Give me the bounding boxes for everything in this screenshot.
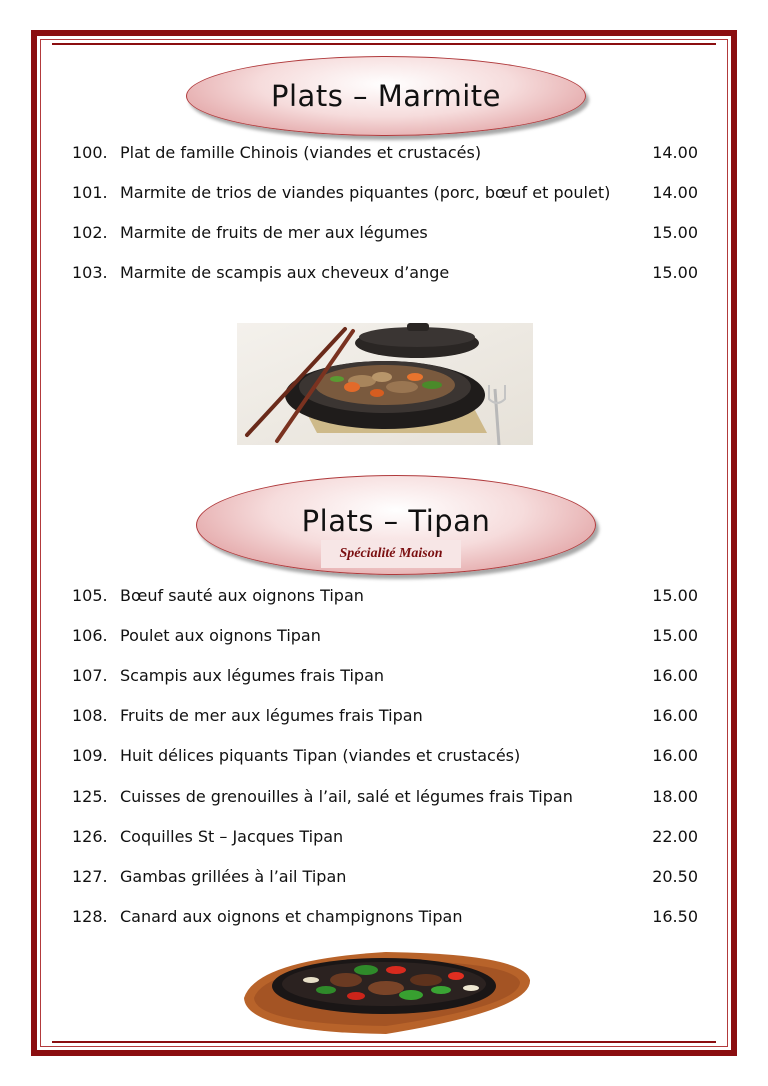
- section-title-marmite: Plats – Marmite: [271, 79, 501, 113]
- menu-item: [72, 586, 698, 610]
- border-line-top: [52, 43, 716, 45]
- menu-item: [72, 867, 698, 891]
- item-name: Marmite de fruits de mer aux légumes: [120, 223, 428, 242]
- menu-item: [72, 666, 698, 690]
- item-name: Scampis aux légumes frais Tipan: [120, 666, 385, 685]
- item-price: 22.00: [652, 827, 698, 846]
- item-name: Cuisses de grenouilles à l’ail, salé et légumes frais Tipan: [120, 787, 573, 806]
- border-line-bottom: [52, 1041, 716, 1043]
- menu-item: [72, 787, 698, 811]
- item-price: 16.50: [652, 907, 698, 926]
- menu-item: [72, 907, 698, 931]
- menu-item: [72, 183, 698, 207]
- clay-pot-dish-image: [237, 323, 533, 445]
- item-price: 14.00: [652, 183, 698, 202]
- item-number: 100.: [72, 143, 108, 162]
- item-name: Bœuf sauté aux oignons Tipan: [120, 586, 364, 605]
- item-price: 16.00: [652, 746, 698, 765]
- item-name: Marmite de trios de viandes piquantes (porc, bœuf et poulet): [120, 183, 611, 202]
- item-name: Canard aux oignons et champignons Tipan: [120, 907, 463, 926]
- specialty-label: Spécialité Maison: [321, 540, 461, 568]
- menu-item: [72, 263, 698, 287]
- item-number: 128.: [72, 907, 108, 926]
- item-number: 109.: [72, 746, 108, 765]
- menu-item: [72, 746, 698, 770]
- item-number: 106.: [72, 626, 108, 645]
- item-number: 101.: [72, 183, 108, 202]
- item-name: Marmite de scampis aux cheveux d’ange: [120, 263, 450, 282]
- item-number: 105.: [72, 586, 108, 605]
- item-price: 15.00: [652, 586, 698, 605]
- item-name: Plat de famille Chinois (viandes et crustacés): [120, 143, 482, 162]
- item-number: 107.: [72, 666, 108, 685]
- item-price: 15.00: [652, 263, 698, 282]
- item-name: Gambas grillées à l’ail Tipan: [120, 867, 347, 886]
- item-price: 18.00: [652, 787, 698, 806]
- item-price: 16.00: [652, 706, 698, 725]
- section-title-tipan: Plats – Tipan: [301, 504, 491, 538]
- item-price: 15.00: [652, 626, 698, 645]
- item-number: 125.: [72, 787, 108, 806]
- item-name: Fruits de mer aux légumes frais Tipan: [120, 706, 423, 725]
- item-number: 126.: [72, 827, 108, 846]
- menu-item: [72, 706, 698, 730]
- item-name: Huit délices piquants Tipan (viandes et crustacés): [120, 746, 521, 765]
- item-number: 102.: [72, 223, 108, 242]
- item-price: 16.00: [652, 666, 698, 685]
- menu-item: [72, 626, 698, 650]
- item-price: 14.00: [652, 143, 698, 162]
- sizzling-plate-image: [236, 940, 536, 1040]
- menu-item: [72, 827, 698, 851]
- item-price: 20.50: [652, 867, 698, 886]
- item-price: 15.00: [652, 223, 698, 242]
- item-number: 108.: [72, 706, 108, 725]
- item-number: 103.: [72, 263, 108, 282]
- item-name: Poulet aux oignons Tipan: [120, 626, 321, 645]
- section-banner-marmite: [186, 56, 586, 136]
- item-number: 127.: [72, 867, 108, 886]
- item-name: Coquilles St – Jacques Tipan: [120, 827, 344, 846]
- menu-item: [72, 143, 698, 167]
- menu-item: [72, 223, 698, 247]
